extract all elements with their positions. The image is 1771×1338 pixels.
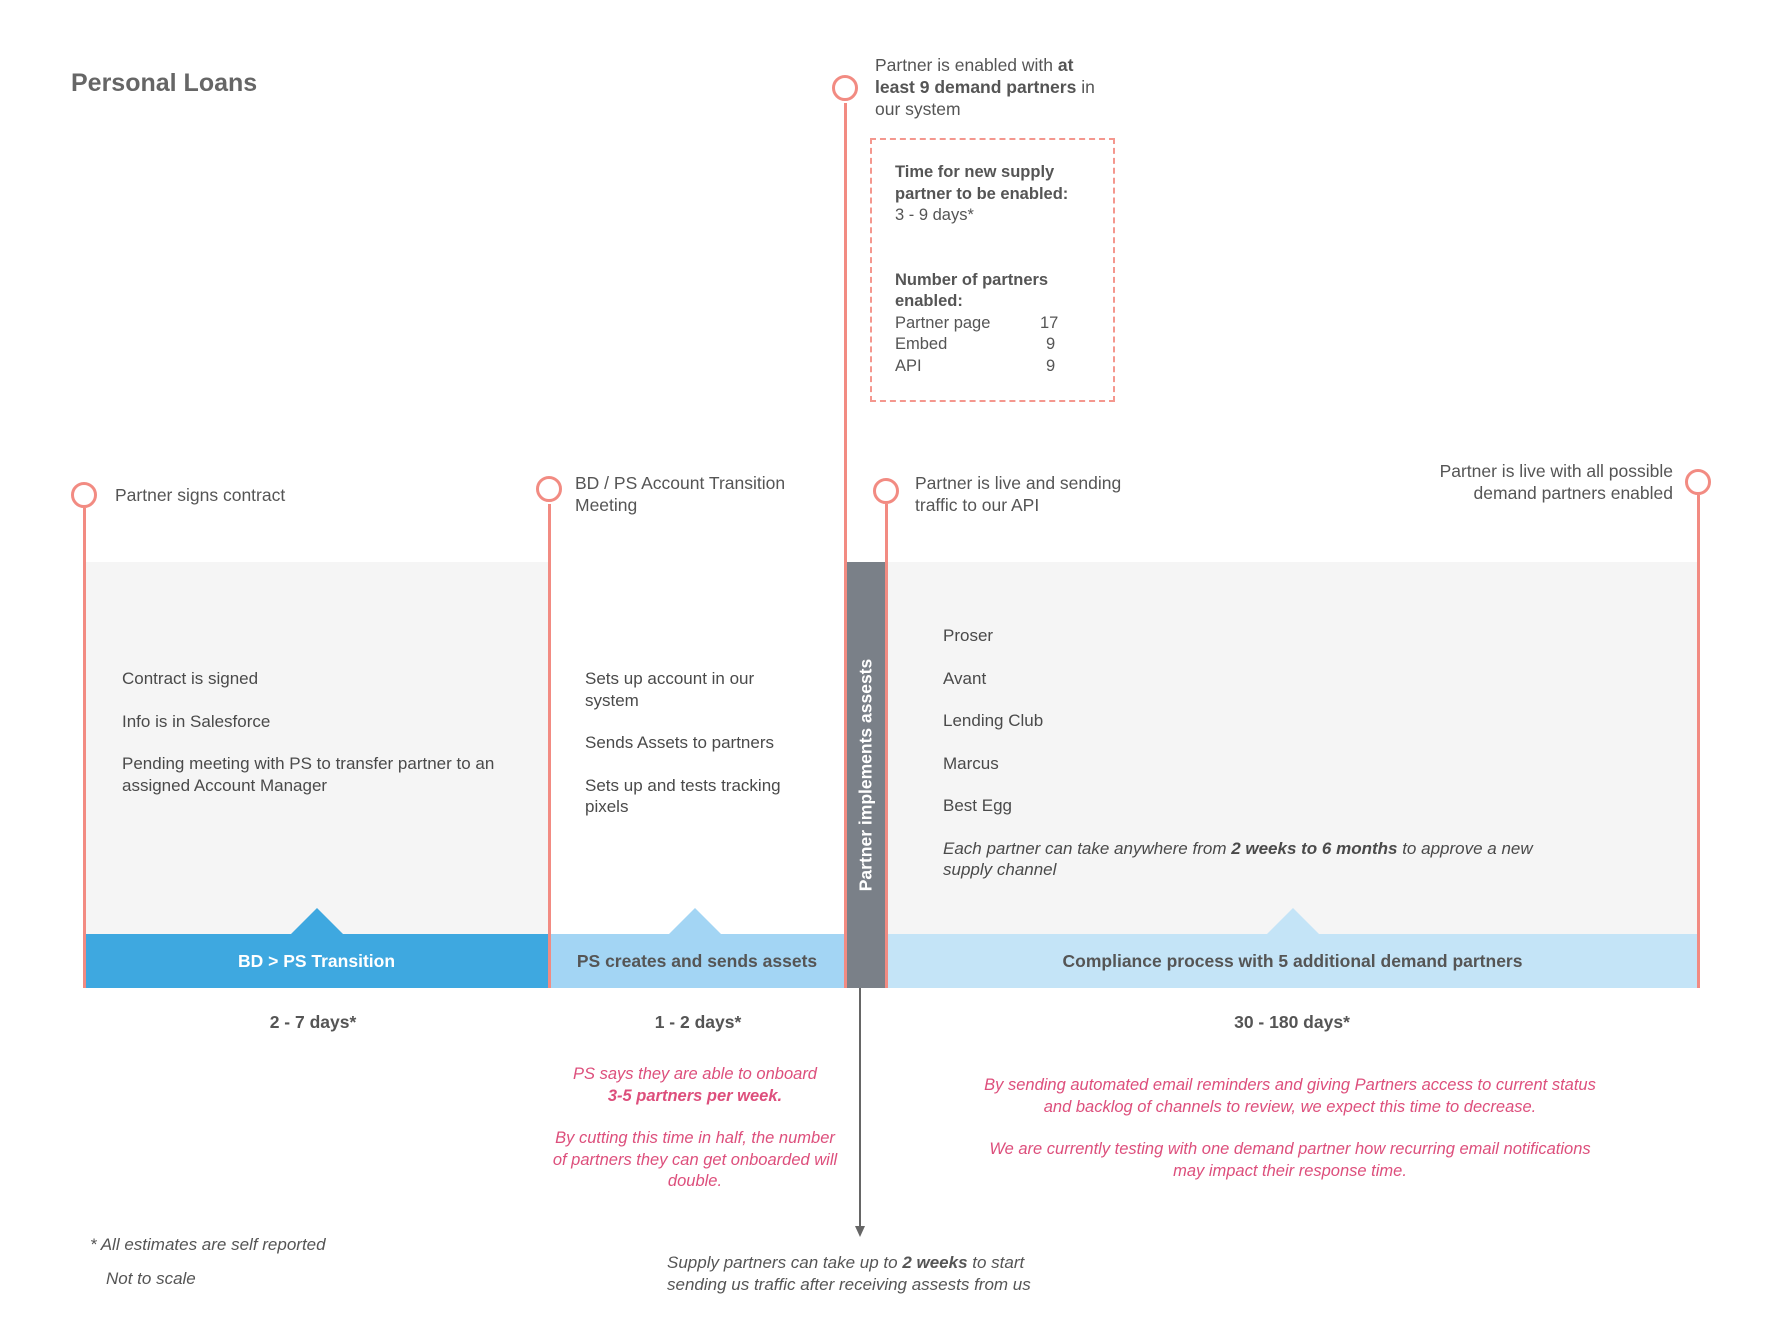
enablement-info-content [895, 162, 1100, 377]
list-item: Sets up and tests tracking pixels [585, 775, 781, 816]
band2-pointer [669, 908, 721, 934]
milestone-marker-live-all [1685, 469, 1711, 495]
milestone-marker-live-api [873, 478, 899, 504]
duration-phase3: 30 - 180 days* [1234, 1012, 1350, 1032]
band-bd-ps-transition [84, 934, 549, 988]
milestone-label-meeting: BD / PS Account Transition Meeting [575, 473, 786, 515]
milestone-line-live-api [885, 504, 888, 988]
time-heading: Time for new supply partner to be enabled: [895, 163, 1069, 203]
milestone-line-contract [83, 508, 86, 988]
list-item: Pending meeting with PS to transfer partner to an assigned Account Manager [122, 754, 495, 795]
band-compliance [886, 934, 1699, 988]
footnote-scale: Not to scale [106, 1269, 196, 1288]
arrow-down-icon [855, 1226, 865, 1237]
list-item: Info is in Salesforce [122, 711, 271, 731]
band1-pointer [291, 908, 343, 934]
band3-pointer [1267, 908, 1319, 934]
phase1-list [122, 668, 512, 817]
count-row: Embed 9 [895, 335, 1056, 353]
phase2-note: PS says they are able to onboard 3-5 partners per week. By cutting this time in half, the number of partners they can get onboarded will double. [552, 1065, 838, 1190]
count-row: API 9 [895, 356, 1056, 375]
duration-phase2: 1 - 2 days* [654, 1012, 742, 1032]
milestone-label-live-api: Partner is live and sending traffic to our API [915, 473, 1122, 515]
band-label: BD > PS Transition [237, 950, 396, 971]
list-item: Sends Assets to partners [585, 733, 774, 752]
count-heading: Number of partners enabled: [895, 270, 1049, 310]
milestone-label-enabled: Partner is enabled with at least 9 demand partners in our system [875, 55, 1095, 119]
milestone-marker-meeting [536, 476, 562, 502]
phase3-note: By sending automated email reminders and giving Partners access to current status and backlog of channels to review, we expect this time to decrease. We are currently testing with one demand partner how recurring email notifications may impact their response time. [984, 1076, 1596, 1180]
list-item: Marcus [943, 753, 999, 773]
milestone-line-meeting [548, 504, 551, 988]
milestone-marker-contract [71, 482, 97, 508]
implement-label: Partner implements assests [855, 658, 876, 892]
milestone-line-live-all [1697, 495, 1700, 988]
implement-arrow-line [859, 988, 861, 1226]
milestone-line-enabled [844, 103, 847, 988]
band-label: Compliance process with 5 additional demand partners [1062, 950, 1523, 971]
phase2-list [585, 668, 805, 839]
band-label: PS creates and sends assets [576, 950, 818, 971]
milestone-marker-enabled [832, 75, 858, 101]
approval-note: Each partner can take anywhere from 2 weeks to 6 months to approve a new supply channel [943, 838, 1533, 879]
milestone-label-live-all: Partner is live with all possible demand partners enabled [1439, 461, 1673, 503]
list-item: Avant [943, 668, 987, 688]
phase3-list [943, 625, 1593, 902]
list-item: Sets up account in our system [585, 669, 755, 710]
implement-note: Supply partners can take up to 2 weeks to start sending us traffic after receiving assests from us [667, 1253, 1031, 1294]
page-title: Personal Loans [71, 69, 258, 97]
duration-phase1: 2 - 7 days* [269, 1012, 357, 1032]
list-item: Best Egg [943, 796, 1012, 815]
list-item: Proser [943, 626, 994, 645]
time-value: 3 - 9 days* [895, 206, 974, 224]
milestone-label-contract: Partner signs contract [115, 485, 286, 505]
count-row: Partner page 17 [895, 313, 1059, 332]
list-item: Contract is signed [122, 669, 259, 688]
footnote-estimates: * All estimates are self reported [90, 1235, 326, 1254]
band-ps-assets [549, 934, 845, 988]
list-item: Lending Club [943, 711, 1044, 730]
